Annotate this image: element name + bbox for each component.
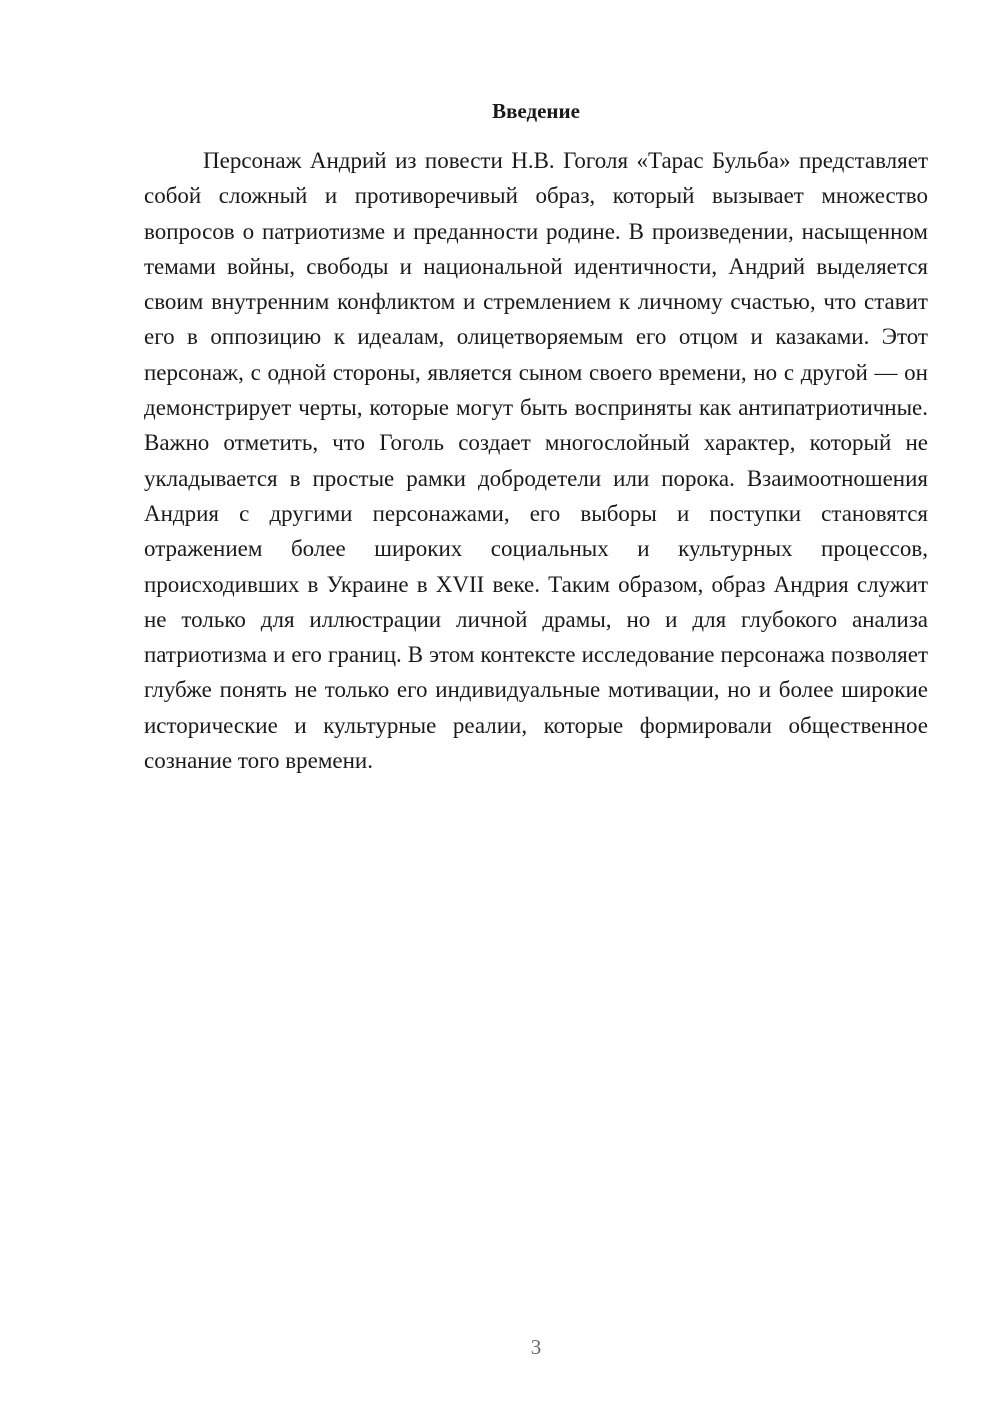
body-paragraph: Персонаж Андрий из повести Н.В. Гоголя «Тарас Бульба» представляет собой сложный и противоречивый образ, который вызывает множество вопросов о патриотизме и преданности родине. В произведении, насыщенном темами войны, свободы и национальной идентичности, Андрий выделяется своим внутренним конфликтом и стремлением к личному счастью, что ставит его в оппозицию к идеалам, олицетворяемым его отцом и казаками. Этот персонаж, с одной стороны, является сыном своего времени, но с другой — он демонстрирует черты, которые могут быть восприняты как антипатриотичные. Важно отметить, что Гоголь создает многослойный характер, который не укладывается в простые рамки добродетели или порока. Взаимоотношения Андрия с другими персонажами, его выборы и поступки становятся отражением более широких социальных и культурных процессов, происходивших в Украине в XVII веке. Таким образом, образ Андрия служит не только для иллюстрации личной драмы, но и для глубокого анализа патриотизма и его границ. В этом контексте исследование персонажа позволяет глубже понять не только его индивидуальные мотивации, но и более широкие исторические и культурные реалии, которые формировали общественное сознание того времени. xyxy=(144,148,928,774)
section-heading: Введение xyxy=(492,99,580,123)
page-number: 3 xyxy=(530,1335,542,1359)
